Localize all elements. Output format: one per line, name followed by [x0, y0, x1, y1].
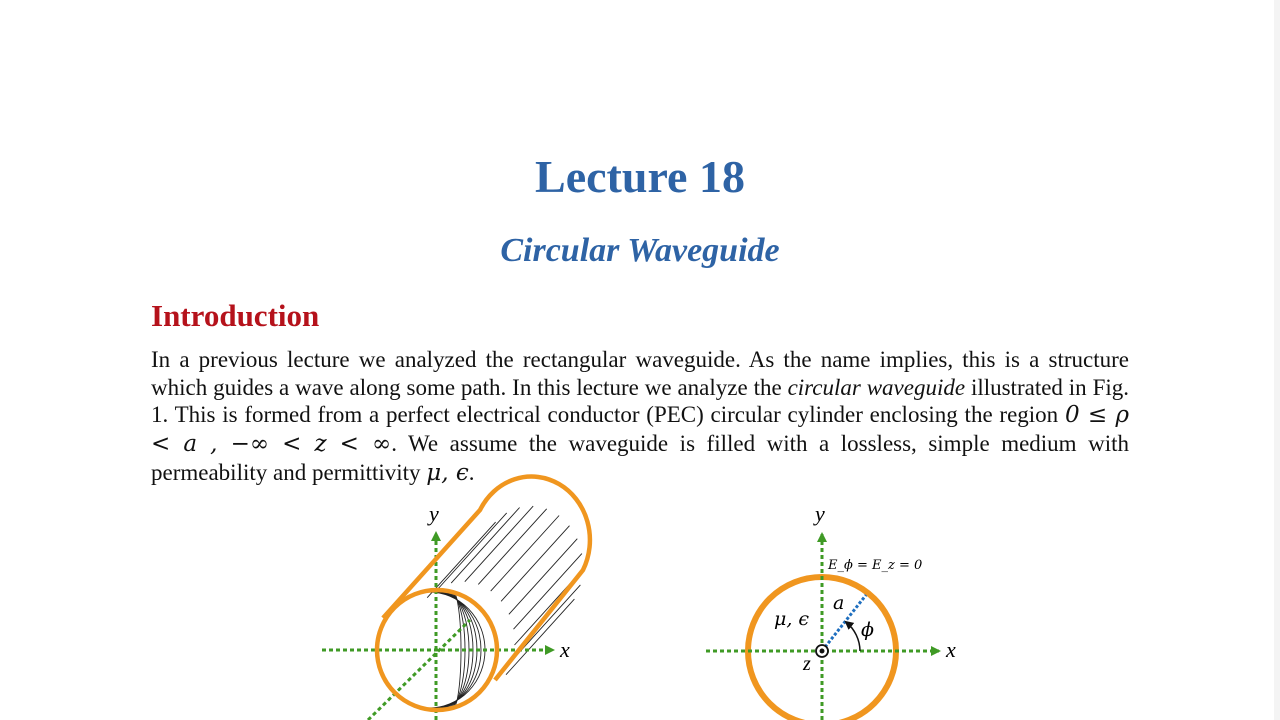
scrollbar[interactable]	[1274, 0, 1280, 720]
cross-section-diagram	[706, 501, 956, 720]
paragraph-text-3: . We assume the waveguide is filled with a lossless, simple medium with permeability and permittivity	[151, 431, 1129, 485]
radius-label: a	[833, 592, 845, 614]
cylinder-surface-line	[501, 526, 569, 602]
paragraph-text-1: In a previous lecture we analyzed the rectangular waveguide. As the name implies, this is a structure which guides a wave along some path. In this lecture we analyze the	[151, 347, 1129, 400]
paragraph-text-2: illustrated in Fig. 1. This is formed from a perfect electrical conductor (PEC) circular cylinder enclosing the region	[151, 374, 1129, 428]
paragraph-text-4: .	[468, 459, 475, 485]
y-label-left: y	[429, 501, 439, 526]
section-heading: Introduction	[151, 298, 320, 333]
x-label-right: x	[946, 637, 956, 662]
phi-angle-arc	[846, 622, 860, 651]
mu-epsilon-math: μ, ϵ	[426, 459, 469, 486]
cylinder-surface-line	[438, 513, 506, 589]
z-axis-dot-inner	[820, 649, 825, 654]
medium-label: μ, ϵ	[774, 608, 810, 630]
region-math: 0 ≤ ρ < a , −∞ < z < ∞	[151, 402, 1130, 458]
cylinder-surface-line	[478, 509, 546, 585]
x-label-left: x	[560, 637, 570, 662]
paragraph-emphasis: circular waveguide	[787, 374, 966, 400]
cylinder-diagram	[322, 477, 590, 720]
phi-label: ϕ	[861, 619, 874, 641]
cylinder-surface-line	[509, 539, 577, 615]
boundary-condition-label: E_ϕ = E_z = 0	[828, 558, 923, 573]
lecture-subtitle: Circular Waveguide	[500, 232, 780, 269]
y-label-right: y	[815, 501, 825, 526]
lecture-title: Lecture 18	[535, 151, 745, 202]
cylinder-surface-line	[451, 508, 519, 584]
cylinder-surface-line	[491, 516, 559, 592]
cylinder-surface-line	[514, 554, 582, 630]
z-label-right: z	[803, 653, 811, 675]
